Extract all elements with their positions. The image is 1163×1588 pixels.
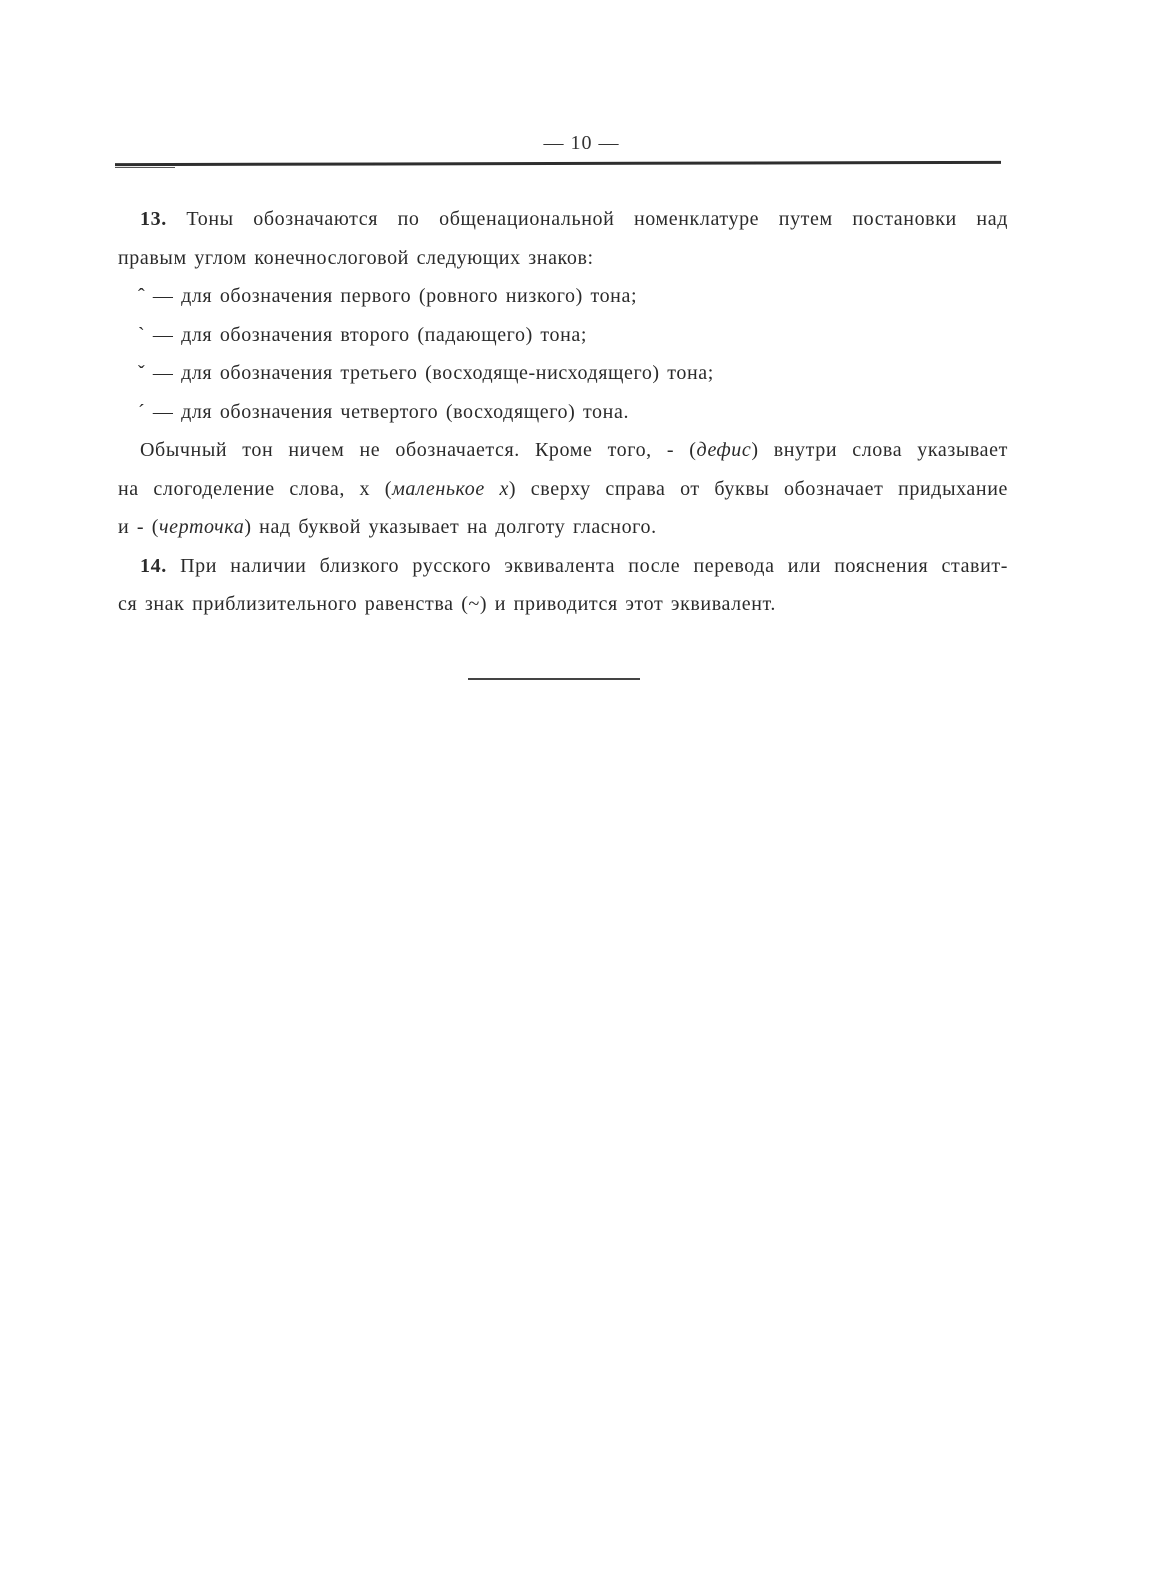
tone-mark-text: — для обозначения четвертого (восходящего) тона.	[152, 400, 630, 423]
tone-mark-symbol: ˇ	[138, 362, 146, 384]
tone-mark-text: — для обозначения второго (падающего) тона;	[152, 323, 588, 346]
text-run: ) внутри слова указывает	[751, 439, 1008, 461]
paragraph-14-number: 14.	[140, 554, 167, 577]
paragraph-14-text-1: При наличии близкого русского эквивалента после перевода или пояснения ставит-	[180, 554, 1008, 577]
tone-mark-item-4	[118, 393, 1008, 432]
italic-term: маленькое х	[392, 477, 509, 500]
tone-mark-item-3	[118, 354, 1008, 393]
paragraph-plain-line-1	[118, 431, 1008, 470]
text-run: на слогоделение слова, х (	[118, 477, 393, 500]
italic-term: дефис	[696, 439, 752, 461]
page-number: — 10 —	[543, 132, 620, 154]
text-run: и - (	[118, 516, 160, 538]
paragraph-plain-line-3	[118, 508, 1008, 547]
text-run: ) сверху справа от буквы обозначает придыхание	[508, 477, 1008, 500]
tone-mark-symbol: ˆ	[138, 285, 146, 307]
body-text	[118, 200, 1008, 624]
paragraph-plain-line-2	[118, 470, 1008, 509]
text-run: ) над буквой указывает на долготу гласного.	[244, 516, 657, 538]
paragraph-13-text-1: Тоны обозначаются по общенациональной номенклатуре путем постановки над	[186, 208, 1008, 230]
tone-mark-symbol: ˋ	[138, 323, 146, 346]
paragraph-13-line-2: правым углом конечнослоговой следующих знаков:	[118, 246, 594, 269]
paragraph-13-line-1	[118, 200, 1008, 239]
tone-mark-text: — для обозначения первого (ровного низкого) тона;	[152, 285, 638, 307]
tone-mark-item-1	[118, 277, 1008, 316]
italic-term: черточка	[159, 516, 245, 538]
tone-mark-item-2	[118, 316, 1008, 355]
paragraph-14-line-2: ся знак приблизительного равенства (~) и приводится этот эквивалент.	[118, 593, 776, 615]
paragraph-13-number: 13.	[140, 208, 167, 230]
tone-mark-text: — для обозначения третьего (восходяще-нисходящего) тона;	[152, 362, 714, 384]
paragraph-14-line-1	[118, 547, 1008, 586]
tone-mark-symbol: ˊ	[138, 400, 146, 423]
header-rule	[115, 161, 1001, 166]
text-run: Обычный тон ничем не обозначается. Кроме того, - (	[140, 439, 697, 461]
closing-rule	[468, 678, 640, 680]
header-rule-underline	[115, 167, 175, 168]
